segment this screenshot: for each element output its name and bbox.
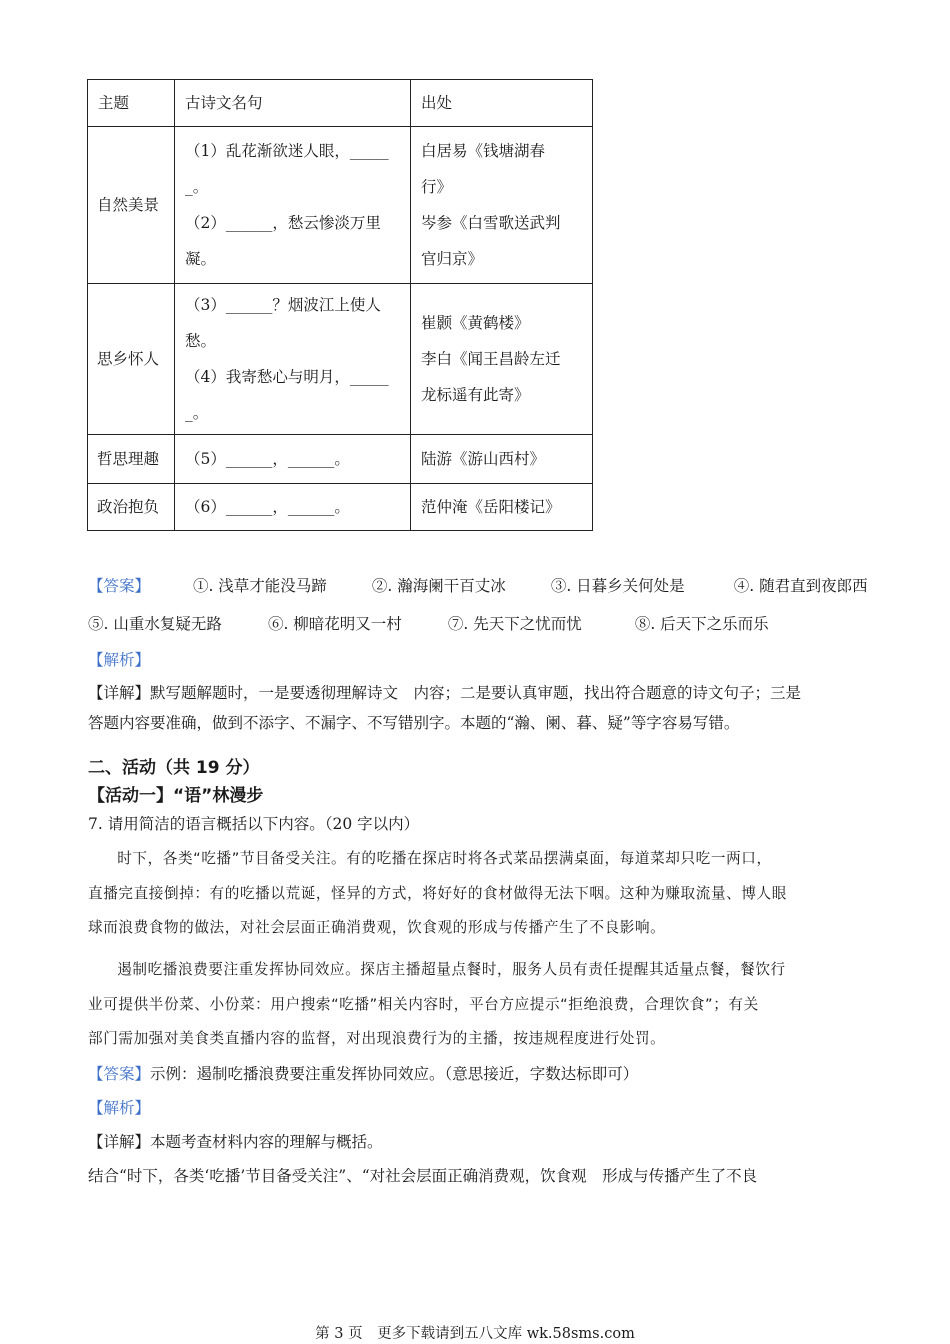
table-row <box>88 284 593 435</box>
header-source: 出处 <box>411 80 593 127</box>
answer-row-2 <box>88 612 908 634</box>
answer-tag: 【答案】 <box>88 1065 151 1083</box>
quote-line: （1）乱花渐欲迷人眼，_____ <box>185 142 389 160</box>
answer-item: ⑦. 先天下之忧而忧 <box>447 615 582 633</box>
quote-line: _。 <box>185 404 209 422</box>
table-header-row <box>88 80 593 127</box>
quote-line: （3）______？烟波江上使人 <box>185 296 381 314</box>
answer-item: ②. 瀚海阑干百丈冰 <box>371 577 506 595</box>
header-quote: 古诗文名句 <box>175 80 411 127</box>
material-line: 直播完直接倒掉：有的吃播以荒诞，怪异的方式，将好好的食材做得无法下咽。这种为赚取流量、博人眼 <box>88 884 787 902</box>
analysis-tag-1: 【解析】 <box>88 651 151 669</box>
answer-item: ⑥. 柳暗花明又一村 <box>267 615 402 633</box>
detail-text: 本题考查材料内容的理解与概括。 <box>150 1133 383 1151</box>
source-cell <box>411 127 593 284</box>
theme-cell: 政治抱负 <box>88 484 175 531</box>
material-line: 球而浪费食物的做法，对社会层面正确消费观，饮食观的形成与传播产生了不良影响。 <box>88 919 666 936</box>
detail-text: 答题内容要准确，做到不添字、不漏字、不写错别字。本题的“瀚、阑、暮、疑”等字容易写错。 <box>88 714 740 732</box>
quote-cell <box>175 127 411 284</box>
material-line: 遏制吃播浪费要注重发挥协同效应。探店主播超量点餐时，服务人员有责任提醒其适量点餐，餐饮行 <box>117 961 786 978</box>
detail-1 <box>88 678 888 738</box>
material-line: 部门需加强对美食类直播内容的监督，对出现浪费行为的主播，按违规程度进行处罚。 <box>88 1030 666 1047</box>
material-line: 业可提供半份菜、小份菜：用户搜索“吃播”相关内容时，平台方应提示“拒绝浪费，合理饮食”；有关 <box>88 995 759 1013</box>
detail-text: 默写题解题时，一是要透彻理解诗文 内容；二是要认真审题，找出符合题意的诗文句子；三是 <box>150 684 802 702</box>
question-7: 7. 请用简洁的语言概括以下内容。（20 字以内） <box>88 815 420 833</box>
source-line: 龙标遥有此寄》 <box>421 386 530 404</box>
answer-item: ⑤. 山重水复疑无路 <box>88 615 222 633</box>
theme-cell: 自然美景 <box>88 127 175 284</box>
answer-text: 示例：遏制吃播浪费要注重发挥协同效应。（意思接近，字数达标即可） <box>150 1065 639 1083</box>
theme-cell: 哲思理趣 <box>88 435 175 484</box>
source-cell: 陆游《游山西村》 <box>411 435 593 484</box>
table-row <box>88 127 593 284</box>
source-cell <box>411 284 593 435</box>
theme-cell: 思乡怀人 <box>88 284 175 435</box>
material-paragraph-1 <box>88 842 868 946</box>
page-footer: 第 3 页 更多下载请到五八文库 wk.58sms.com <box>315 1326 635 1342</box>
source-line: 李白《闻王昌龄左迁 <box>421 350 561 368</box>
answer-item: ①. 浅草才能没马蹄 <box>192 577 327 595</box>
detail-tag: 【详解】 <box>88 684 151 702</box>
quote-cell <box>175 284 411 435</box>
detail-tag: 【详解】 <box>88 1133 151 1151</box>
quote-line: 愁。 <box>185 332 217 350</box>
quote-line: （4）我寄愁心与明月，_____ <box>185 368 389 386</box>
answer-item: ⑧. 后天下之乐而乐 <box>634 615 769 633</box>
section-title: 二、活动（共 19 分） <box>88 758 260 778</box>
table-row <box>88 484 593 531</box>
source-line: 官归京》 <box>421 250 484 268</box>
analysis-tag-2: 【解析】 <box>88 1099 151 1117</box>
quote-line: 凝。 <box>185 250 217 268</box>
answer-tag: 【答案】 <box>88 577 151 595</box>
answer-7 <box>88 1059 888 1089</box>
table-row <box>88 435 593 484</box>
quote-line: _。 <box>185 178 209 196</box>
poem-table <box>87 79 593 531</box>
detail-2 <box>88 1127 888 1157</box>
answer-item: ③. 日暮乡关何处是 <box>550 577 685 595</box>
quote-line: （2）______，愁云惨淡万里 <box>185 214 381 232</box>
source-line: 白居易《钱塘湖春 <box>421 142 546 160</box>
source-line: 崔颢《黄鹤楼》 <box>421 314 530 332</box>
header-theme: 主题 <box>88 80 175 127</box>
answer-item: ④. 随君直到夜郎西 <box>733 577 868 595</box>
detail-continuation: 结合“时下，各类‘吃播’节目备受关注”、“对社会层面正确消费观，饮食观 形成与传播产生了不良 <box>88 1167 758 1185</box>
answer-row-1 <box>88 574 908 596</box>
material-paragraph-2 <box>88 953 868 1057</box>
quote-cell: （6）______，______。 <box>175 484 411 531</box>
activity-title: 【活动一】“语”林漫步 <box>88 786 264 806</box>
material-line: 时下，各类“吃播”节目备受关注。有的吃播在探店时将各式菜品摆满桌面，每道菜却只吃一两口， <box>117 850 772 867</box>
source-cell: 范仲淹《岳阳楼记》 <box>411 484 593 531</box>
quote-cell: （5）______，______。 <box>175 435 411 484</box>
source-line: 岑参《白雪歌送武判 <box>421 214 561 232</box>
source-line: 行》 <box>421 178 453 196</box>
